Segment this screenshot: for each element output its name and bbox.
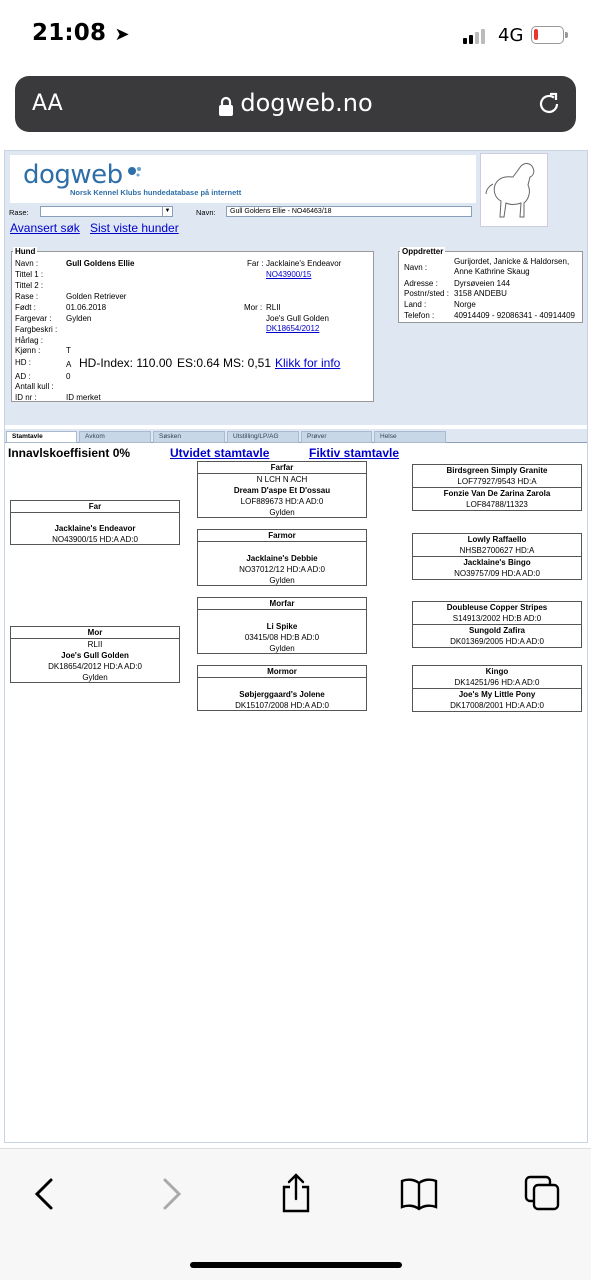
farfar-box-name: Dream D'aspe Et D'ossau	[233, 486, 331, 495]
logo-banner	[10, 155, 476, 203]
far-box[interactable]	[10, 500, 180, 545]
gg-info: LOF84788/11323	[466, 500, 528, 509]
gg-info: DK14251/96 HD:A AD:0	[413, 677, 581, 689]
location-arrow-icon: ➤	[114, 24, 130, 45]
dog-id: ID merket	[66, 393, 101, 402]
far-box-name: Jacklaine's Endeavor	[54, 524, 136, 533]
bookmarks-icon[interactable]	[399, 1177, 439, 1216]
farmor-box-title: Farmor	[198, 530, 366, 542]
breeder-country-label: Land :	[404, 300, 427, 309]
gg-name[interactable]: Fonzie Van De Zarina Zarola	[443, 489, 551, 498]
farfar-box-pre: N LCH N ACH	[256, 475, 308, 484]
breeder-name-label: Navn :	[404, 263, 428, 272]
tab-helse[interactable]: Helse	[374, 431, 446, 443]
gg-info: NHSB2700627 HD:A	[413, 545, 581, 557]
farfar-box[interactable]	[197, 461, 367, 518]
farfar-box-color: Gylden	[269, 508, 295, 517]
gg-info: DK01369/2005 HD:A AD:0	[450, 637, 544, 646]
battery-icon	[531, 26, 564, 44]
mor-label: Mor :	[244, 303, 263, 312]
far-name: Jacklaine's Endeavor	[266, 259, 342, 268]
great-grandparents-3	[412, 601, 582, 648]
mormor-box-name: Søbjerggaard's Jolene	[239, 690, 325, 699]
breeder-name-2: Anne Kathrine Skaug	[454, 267, 530, 276]
far-box-title: Far	[11, 501, 179, 513]
advanced-search-link[interactable]: Avansert søk	[10, 221, 80, 235]
dog-field-label: Hårlag :	[15, 336, 44, 345]
breeder-name-1: Gurijordet, Janicke & Haldorsen,	[454, 257, 570, 266]
gg-name[interactable]: Joe's My Little Pony	[458, 690, 536, 699]
mormor-box-title: Mormor	[198, 666, 366, 678]
mor-title: RLII	[266, 303, 281, 312]
dogweb-logo: dogweb	[23, 160, 123, 190]
mor-reg-link[interactable]: DK18654/2012	[266, 324, 320, 333]
far-reg-link[interactable]: NO43900/15	[266, 270, 312, 279]
tabs-icon[interactable]	[524, 1175, 562, 1218]
morfar-box[interactable]	[197, 597, 367, 654]
gg-name[interactable]: Lowly Raffaello	[467, 535, 527, 544]
dog-field-label: AD :	[15, 372, 31, 381]
mormor-box[interactable]	[197, 665, 367, 711]
url-field[interactable]: dogweb.no	[15, 89, 576, 117]
share-icon[interactable]	[280, 1173, 312, 1218]
dog-field-label: Navn :	[15, 259, 39, 268]
gg-info: NO39757/09 HD:A AD:0	[454, 569, 540, 578]
mor-box-title: Mor	[11, 627, 179, 639]
extended-pedigree-link[interactable]: Utvidet stamtavle	[170, 446, 270, 460]
ms-value: MS: 0,51	[223, 356, 272, 370]
farfar-box-info: LOF889673 HD:A AD:0	[240, 497, 324, 506]
dog-field-label: Antall kull :	[15, 382, 54, 391]
navn-label: Navn:	[196, 208, 216, 217]
header-area	[5, 151, 587, 425]
breeder-address: Dyrsøveien 144	[454, 279, 511, 288]
gg-name[interactable]: Doubleuse Copper Stripes	[446, 603, 548, 612]
dog-sex: T	[66, 346, 71, 355]
browser-toolbar	[0, 1148, 591, 1280]
forward-icon[interactable]	[160, 1177, 184, 1216]
great-grandparents-2	[412, 533, 582, 580]
breeder-phone: 40914409 - 92086341 - 40914409	[454, 311, 575, 320]
mor-name: Joe's Gull Golden	[266, 314, 329, 323]
breeder-country: Norge	[454, 300, 476, 309]
dog-ad: 0	[66, 372, 71, 381]
breeder-panel-title: Oppdretter	[402, 247, 444, 256]
dog-breed: Golden Retriever	[66, 292, 127, 301]
morfar-box-color: Gylden	[269, 644, 295, 653]
morfar-box-name: Li Spike	[266, 622, 298, 631]
dog-field-label: Fargevar :	[15, 314, 52, 323]
dog-field-label: Født :	[15, 303, 36, 312]
tab-stamtavle[interactable]: Stamtavle	[6, 431, 77, 443]
es-value: ES:0.64	[177, 356, 220, 370]
address-bar[interactable]	[15, 76, 576, 132]
back-icon[interactable]	[32, 1177, 56, 1216]
farmor-box-info: NO37012/12 HD:A AD:0	[239, 565, 325, 574]
info-link[interactable]: Klikk for info	[275, 356, 341, 370]
dog-field-label: Rase :	[15, 292, 39, 301]
fictive-pedigree-link[interactable]: Fiktiv stamtavle	[309, 446, 400, 460]
mormor-box-info: DK15107/2008 HD:A AD:0	[235, 701, 329, 710]
recent-dogs-link[interactable]: Sist viste hunder	[90, 221, 179, 235]
gg-info: DK17008/2001 HD:A AD:0	[450, 701, 544, 710]
dog-field-label: Tittel 1 :	[15, 270, 44, 279]
dog-panel-title: Hund	[15, 247, 36, 256]
lock-icon	[218, 94, 234, 114]
gg-info: LOF77927/9543 HD:A	[413, 476, 581, 488]
breeder-address-label: Adresse :	[404, 279, 438, 288]
rase-label: Rase:	[9, 208, 29, 217]
reload-icon[interactable]	[536, 91, 562, 122]
mor-box-name: Joe's Gull Golden	[61, 651, 129, 660]
dog-field-label: HD :	[15, 358, 31, 367]
breeder-panel	[398, 247, 583, 323]
dog-panel	[11, 247, 374, 402]
dog-image	[480, 153, 548, 227]
chevron-down-icon: ▼	[162, 207, 172, 216]
great-grandparents-4	[412, 665, 582, 712]
morfar-box-info: 03415/08 HD:B AD:0	[244, 633, 320, 642]
inbreeding-coefficient: Innavlskoeffisient 0%	[8, 446, 131, 460]
hd-index: HD-Index: 110.00	[79, 356, 173, 370]
rase-select[interactable]	[40, 206, 173, 217]
dog-color: Gylden	[66, 314, 92, 323]
mor-box-color: Gylden	[82, 673, 108, 682]
gg-name[interactable]: Sungold Zafira	[469, 626, 525, 635]
great-grandparents-1	[412, 464, 582, 511]
mor-box-pre: RLII	[87, 640, 103, 649]
tab-sosken[interactable]: Søsken	[153, 431, 225, 443]
web-page	[4, 150, 588, 1143]
breeder-phone-label: Telefon :	[404, 311, 435, 320]
farmor-box-color: Gylden	[269, 576, 295, 585]
dog-field-label: Tittel 2 :	[15, 281, 44, 290]
dog-name: Gull Goldens Ellie	[66, 259, 135, 268]
dog-hd: A	[66, 360, 72, 369]
dog-field-label: Fargbeskri :	[15, 325, 58, 334]
dog-field-label: Kjønn :	[15, 346, 41, 355]
site-tagline: Norsk Kennel Klubs hundedatabase på internett	[70, 188, 242, 197]
breeder-post-label: Postnr/sted :	[404, 289, 449, 298]
farmor-box-name: Jacklaine's Debbie	[246, 554, 318, 563]
far-label: Far :	[247, 259, 264, 268]
breeder-post: 3158 ANDEBU	[454, 289, 507, 298]
navn-input[interactable]: Gull Goldens Ellie - NO46463/18	[226, 206, 472, 217]
farmor-box[interactable]	[197, 529, 367, 586]
tab-prover[interactable]: Prøver	[301, 431, 372, 443]
dog-field-label: ID nr :	[15, 393, 37, 402]
morfar-box-title: Morfar	[198, 598, 366, 610]
farfar-box-title: Farfar	[198, 462, 366, 474]
reader-settings-button[interactable]: AA	[32, 91, 63, 116]
signal-icon	[463, 28, 491, 44]
tab-utstilling[interactable]: Utstilling/LP/AG	[227, 431, 299, 443]
logo-dots-icon	[127, 165, 143, 184]
tab-bar	[5, 429, 587, 443]
mor-box[interactable]	[10, 626, 180, 683]
status-time: 21:08 ➤	[32, 20, 130, 46]
mor-box-info: DK18654/2012 HD:A AD:0	[48, 662, 142, 671]
gg-name[interactable]: Kingo	[485, 667, 509, 676]
dog-birthdate: 01.06.2018	[66, 303, 107, 312]
home-indicator	[190, 1262, 402, 1268]
gg-name[interactable]: Birdsgreen Simply Granite	[446, 466, 548, 475]
network-label: 4G	[498, 25, 524, 46]
far-box-info: NO43900/15 HD:A AD:0	[52, 535, 138, 544]
gg-name[interactable]: Jacklaine's Bingo	[463, 558, 531, 567]
tab-avkom[interactable]: Avkom	[79, 431, 151, 443]
gg-info: S14913/2002 HD:B AD:0	[413, 613, 581, 625]
